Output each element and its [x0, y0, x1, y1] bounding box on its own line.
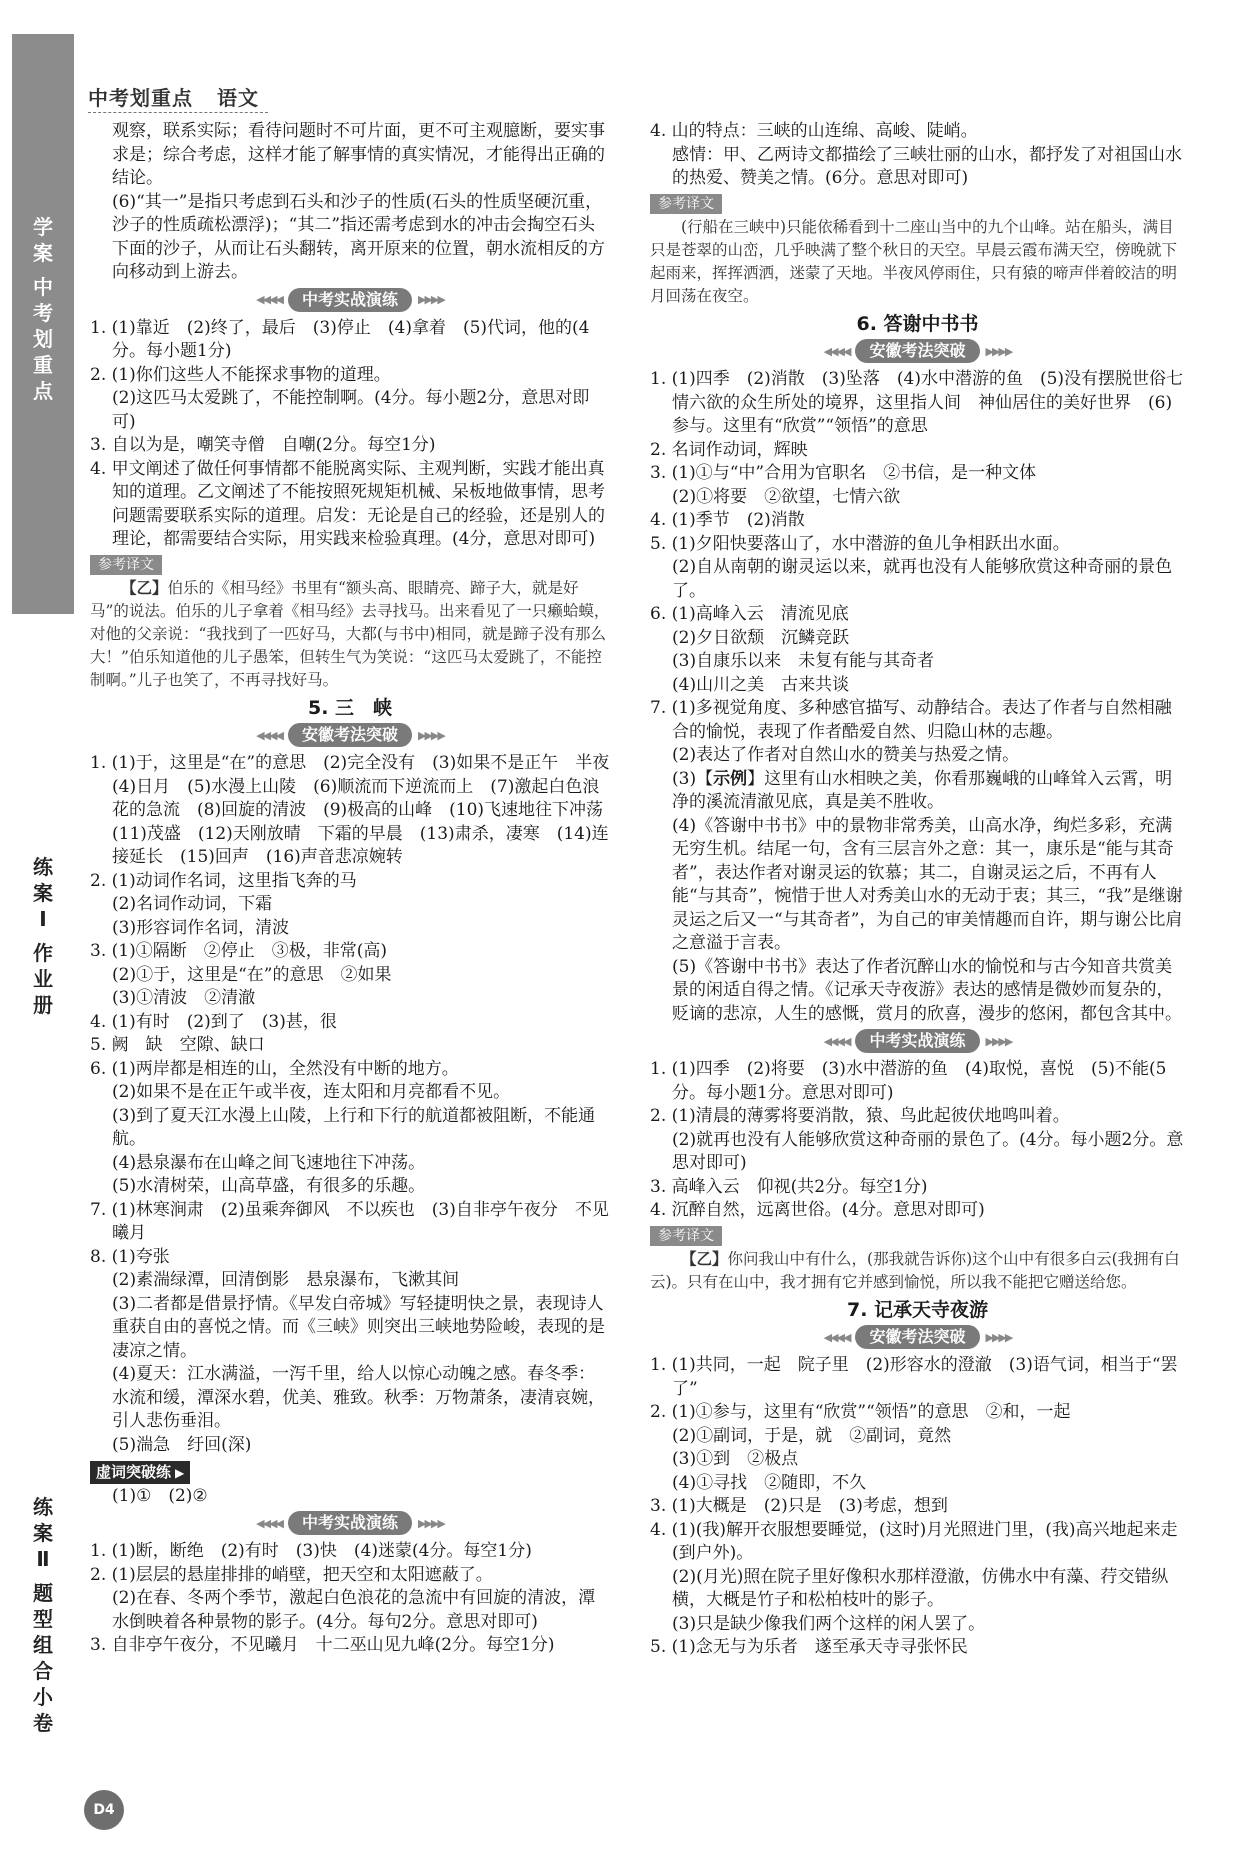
subject-title: 语文	[216, 86, 259, 110]
page-number: D4	[84, 1790, 124, 1830]
section-banner: ◀◀◀◀ 中考实战演练 ▶▶▶▶	[90, 1511, 610, 1536]
answer-item: 3. 自以为是，嘲笑寺僧 自嘲(2分。每空1分)	[90, 435, 436, 455]
left-column	[90, 120, 627, 1658]
header-divider	[88, 112, 268, 113]
answer-sub: (2)①将要 ②欲望，七情六欲	[672, 486, 901, 507]
section-banner: ◀◀◀◀ 安徽考法突破 ▶▶▶▶	[650, 339, 1185, 364]
reference-translation: (行船在三峡中)只能依稀看到十二座山当中的九个山峰。站在船头，满目只是苍翠的山峦，几乎映满了整个秋日的天空。早晨云霞布满天空，傍晚就下起雨来，挥挥洒洒，迷蒙了天地。半夜风停雨住，只有猿的啼声伴着皎洁的明月回荡在夜空。	[650, 217, 1178, 305]
answer-sub: (1)① (2)②	[112, 1485, 208, 1506]
answer-sub: (2)(月光)照在院子里好像积水那样澄澈，仿佛水中有藻、荇交错纵横，大概是竹子和松柏枝叶的影子。	[672, 1566, 1169, 1610]
right-column	[650, 120, 1185, 1660]
answer-item: 5. (1)念无与为乐者 遂至承天寺寻张怀民	[650, 1637, 968, 1657]
answer-item: 4. (1)有时 (2)到了 (3)甚，很	[90, 1011, 337, 1032]
page-header	[88, 82, 648, 111]
section-title: 7. 记承天寺夜游	[846, 1298, 989, 1321]
answer-sub: (3)二者都是借景抒情。《早发白帝城》写轻捷明快之景，表现诗人重获自由的喜悦之情。而《三峡》则突出三峡地势险峻，表现的是凄凉之情。	[112, 1293, 605, 1361]
answer-sub: (2)①副词，于是，就 ②副词，竟然	[672, 1425, 952, 1446]
answer-text: (6)“其一”是指只考虑到石头和沙子的性质(石头的性质坚硬沉重，沙子的性质疏松漂浮)；“其二”指还需考虑到水的冲击会掏空石头下面的沙子，从而让石头翻转，离开原来的位置，朝水流相反的方向移动到上游去。	[112, 191, 605, 282]
answer-sub: (4)夏天：江水满溢，一泻千里，给人以惊心动魄之感。春冬季：水流和缓，潭深水碧，优美、雅致。秋季：万物萧条，凄清哀婉，引人悲伤垂泪。	[112, 1364, 605, 1431]
reference-translation-label: 参考译文	[650, 194, 722, 214]
answer-item: 4. (1)(我)解开衣服想要睡觉，(这时)月光照进门里，(我)高兴地起来走(到户外)。	[650, 1519, 1178, 1563]
answer-item: 4. 甲文阐述了做任何事情都不能脱离实际、主观判断，实践才能出真知的道理。乙文阐述了不能按照死规矩机械、呆板地做事情，思考问题需要联系实际的道理。启发：无论是自己的经验，还是别人的理论，都需要结合实际，用实践来检验真理。(4分，意思对即可)	[90, 458, 605, 549]
answer-item: 2. (1)动词作名词，这里指飞奔的马	[90, 870, 357, 891]
answer-item: 1. (1)四季 (2)将要 (3)水中潜游的鱼 (4)取悦，喜悦 (5)不能(5分。每小题1分。意思对即可)	[650, 1059, 1167, 1103]
answer-item: 3. (1)大概是 (2)只是 (3)考虑，想到	[650, 1496, 948, 1516]
answer-item: 2. (1)层层的悬崖排排的峭壁，把天空和太阳遮蔽了。	[90, 1564, 493, 1585]
answer-item: 1. (1)靠近 (2)终了，最后 (3)停止 (4)拿着 (5)代词，他的(4分。每小题1分)	[90, 317, 590, 361]
side-tab-exercise-2[interactable]: 练 案 Ⅱ 题 型 组 合 小 卷	[33, 1495, 53, 1735]
section-banner: ◀◀◀◀ 安徽考法突破 ▶▶▶▶	[650, 1325, 1185, 1350]
reference-translation: 【乙】你问我山中有什么，(那我就告诉你)这个山中有很多白云(我拥有白云)。只有在山中，我才拥有它并感到愉悦，所以我不能把它赠送给您。	[650, 1249, 1180, 1291]
side-tab-study-plan[interactable]: 学 案 中 考 划 重 点	[12, 34, 74, 614]
answer-item: 2. (1)①参与，这里有“欣赏”“领悟”的意思 ②和，一起	[650, 1402, 1071, 1422]
section-banner: ◀◀◀◀ 中考实战演练 ▶▶▶▶	[650, 1029, 1185, 1054]
answer-item: 7. (1)多视觉角度、多种感官描写、动静结合。表达了作者与自然相融合的愉悦，表现了作者酷爱自然、归隐山林的志趣。	[650, 698, 1172, 742]
answer-sub: (2)夕日欲颓 沉鳞竞跃	[672, 627, 850, 648]
answer-item: 2. (1)清晨的薄雾将要消散，猿、鸟此起彼伏地鸣叫着。	[650, 1106, 1070, 1126]
answer-item: 4. (1)季节 (2)消散	[650, 510, 805, 530]
answer-item: 3. (1)①与“中”合用为官职名 ②书信，是一种文体	[650, 463, 1037, 483]
answer-item: 2. 名词作动词，辉映	[650, 439, 808, 460]
answer-item: 1. (1)于，这里是“在”的意思 (2)完全没有 (3)如果不是正午 半夜 (4)日月 (5)水漫上山陵 (6)顺流而下逆流而上 (7)激起白色浪花的急流 (8)回旋的清波 (9)极高的山峰 (10)飞速地往下冲荡 (11)茂盛 (12)天刚放晴 下霜的早晨 (13)肃杀，凄寒 (14)连接延长 (15)回声 (16)声音悲凉婉转	[90, 753, 627, 867]
side-tab-exercise-1[interactable]: 练 案 Ⅰ 作 业 册	[33, 855, 53, 1017]
answer-sub: (2)①于，这里是“在”的意思 ②如果	[112, 964, 392, 985]
answer-item: 1. (1)四季 (2)消散 (3)坠落 (4)水中潜游的鱼 (5)没有摆脱世俗七情六欲的众生所处的境界，这里指人间 神仙居住的美好世界 (6)参与。这里有“欣赏”“领悟”的意思	[650, 369, 1184, 436]
answer-sub: (4)悬泉瀑布在山峰之间飞速地往下冲荡。	[112, 1152, 426, 1173]
answer-item: 4. 沉醉自然，远离世俗。(4分。意思对即可)	[650, 1200, 985, 1220]
answer-sub: (3)形容词作名词，清波	[112, 917, 290, 938]
answer-item: 1. (1)断，断绝 (2)有时 (3)快 (4)迷蒙(4分。每空1分)	[90, 1541, 532, 1561]
answer-item: 5. 阙 缺 空隙、缺口	[90, 1035, 265, 1055]
answer-sub: (2)素湍绿潭，回清倒影 悬泉瀑布，飞漱其间	[112, 1270, 460, 1290]
answer-item: 6. (1)高峰入云 清流见底	[650, 604, 849, 624]
answer-item: 3. 自非亭午夜分，不见曦月 十二巫山见九峰(2分。每空1分)	[90, 1635, 555, 1655]
section-banner: ◀◀◀◀ 安徽考法突破 ▶▶▶▶	[90, 723, 610, 748]
answer-sub: (3)只是缺少像我们两个这样的闲人罢了。	[672, 1613, 986, 1634]
series-title: 中考划重点	[88, 86, 193, 110]
answer-sub: (4)①寻找 ②随即，不久	[672, 1472, 867, 1493]
answer-item: 8. (1)夸张	[90, 1246, 170, 1267]
answer-sub: (2)在春、冬两个季节，激起白色浪花的急流中有回旋的清波，潭水倒映着各种景物的影子。(4分。每句2分。意思对即可)	[112, 1588, 596, 1632]
section-title: 6. 答谢中书书	[856, 312, 979, 335]
answer-sub: (4)《答谢中书书》中的景物非常秀美，山高水净，绚烂多彩，充满无穷生机。结尾一句，含有三层言外之意：其一，康乐是“能与其奇者”，表达作者对谢灵运的钦慕；其二，自谢灵运之后，不再有人能“与其奇”，惋惜于世人对秀美山水的无动于衷；其三，“我”是继谢灵运之后又一“与其奇者”，为自己的审美情趣而自许，期与谢公比肩之意溢于言表。	[672, 815, 1183, 953]
side-tabs	[12, 34, 74, 1735]
answer-sub: (5)水清树荣，山高草盛，有很多的乐趣。	[112, 1176, 426, 1196]
section-banner: ◀◀◀◀ 中考实战演练 ▶▶▶▶	[90, 288, 610, 313]
answer-item: 3. (1)①隔断 ②停止 ③极，非常(高)	[90, 941, 387, 961]
answer-sub: (5)《答谢中书书》表达了作者沉醉山水的愉悦和与古今知音共赏美景的闲适自得之情。《记承天寺夜游》表达的感情是微妙而复杂的，贬谪的悲凉，人生的感慨，赏月的欣喜，漫步的悠闲，都包含其中。	[672, 956, 1182, 1024]
answer-item: 1. (1)共同，一起 院子里 (2)形容水的澄澈 (3)语气词，相当于“罢了”	[650, 1355, 1178, 1399]
answer-sub: (2)名词作动词，下霜	[112, 894, 273, 914]
answer-sub: 感情：甲、乙两诗文都描绘了三峡壮丽的山水，都抒发了对祖国山水的热爱、赞美之情。(6分。意思对即可)	[672, 144, 1182, 188]
answer-item: 6. (1)两岸都是相连的山，全然没有中断的地方。	[90, 1058, 459, 1079]
answer-sub: (2)如果不是在正午或半夜，连太阳和月亮都看不见。	[112, 1082, 511, 1102]
section-title: 5. 三 峡	[307, 696, 393, 719]
reference-translation-label: 参考译文	[650, 1226, 722, 1246]
answer-sub: (2)这匹马太爱跳了，不能控制啊。(4分。每小题2分，意思对即可)	[112, 388, 590, 432]
answer-sub: (2)自从南朝的谢灵运以来，就再也没有人能够欣赏这种奇丽的景色了。	[672, 557, 1173, 601]
answer-sub: (3)自康乐以来 未复有能与其奇者	[672, 651, 935, 671]
answer-item: 7. (1)林寒涧肃 (2)虽乘奔御风 不以疾也 (3)自非亭午夜分 不见曦月	[90, 1199, 609, 1243]
answer-sub: (5)湍急 纡回(深)	[112, 1434, 252, 1455]
answer-item: 2. (1)你们这些人不能探求事物的道理。	[90, 364, 391, 385]
answer-sub: (3)①清波 ②清澈	[112, 988, 256, 1008]
answer-sub: (3)【示例】这里有山水相映之美，你看那巍峨的山峰耸入云霄，明净的溪流清澈见底，真是美不胜收。	[672, 768, 1173, 812]
function-word-practice-label: 虚词突破练 ▶	[90, 1461, 190, 1484]
answer-sub: (3)到了夏天江水漫上山陵，上行和下行的航道都被阻断，不能通航。	[112, 1105, 596, 1149]
answer-sub: (2)表达了作者对自然山水的赞美与热爱之情。	[672, 745, 1020, 765]
answer-sub: (3)①到 ②极点	[672, 1449, 799, 1469]
reference-translation-label: 参考译文	[90, 555, 162, 575]
answer-sub: (2)就再也没有人能够欣赏这种奇丽的景色了。(4分。每小题2分。意思对即可)	[672, 1129, 1184, 1173]
answer-item: 5. (1)夕阳快要落山了，水中潜游的鱼儿争相跃出水面。	[650, 533, 1070, 554]
answer-text: 观察，联系实际；看待问题时不可片面，更不可主观臆断，要实事求是；综合考虑，这样才能了解事情的真实情况，才能得出正确的结论。	[112, 121, 605, 188]
answer-sub: (4)山川之美 古来共谈	[672, 674, 850, 695]
reference-translation: 【乙】伯乐的《相马经》书里有“额头高、眼睛亮、蹄子大，就是好马”的说法。伯乐的儿子拿着《相马经》去寻找马。出来看见了一只癞蛤蟆，对他的父亲说：“我找到了一匹好马，大都(与书中)相同，就是蹄子没有那么大！”伯乐知道他的儿子愚笨，但转生气为笑说：“这匹马太爱跳了，不能控制啊。”儿子也笑了，不再寻找好马。	[90, 578, 610, 689]
answer-item: 4. 山的特点：三峡的山连绵、高峻、陡峭。	[650, 121, 978, 141]
answer-item: 3. 高峰入云 仰视(共2分。每空1分)	[650, 1176, 928, 1197]
